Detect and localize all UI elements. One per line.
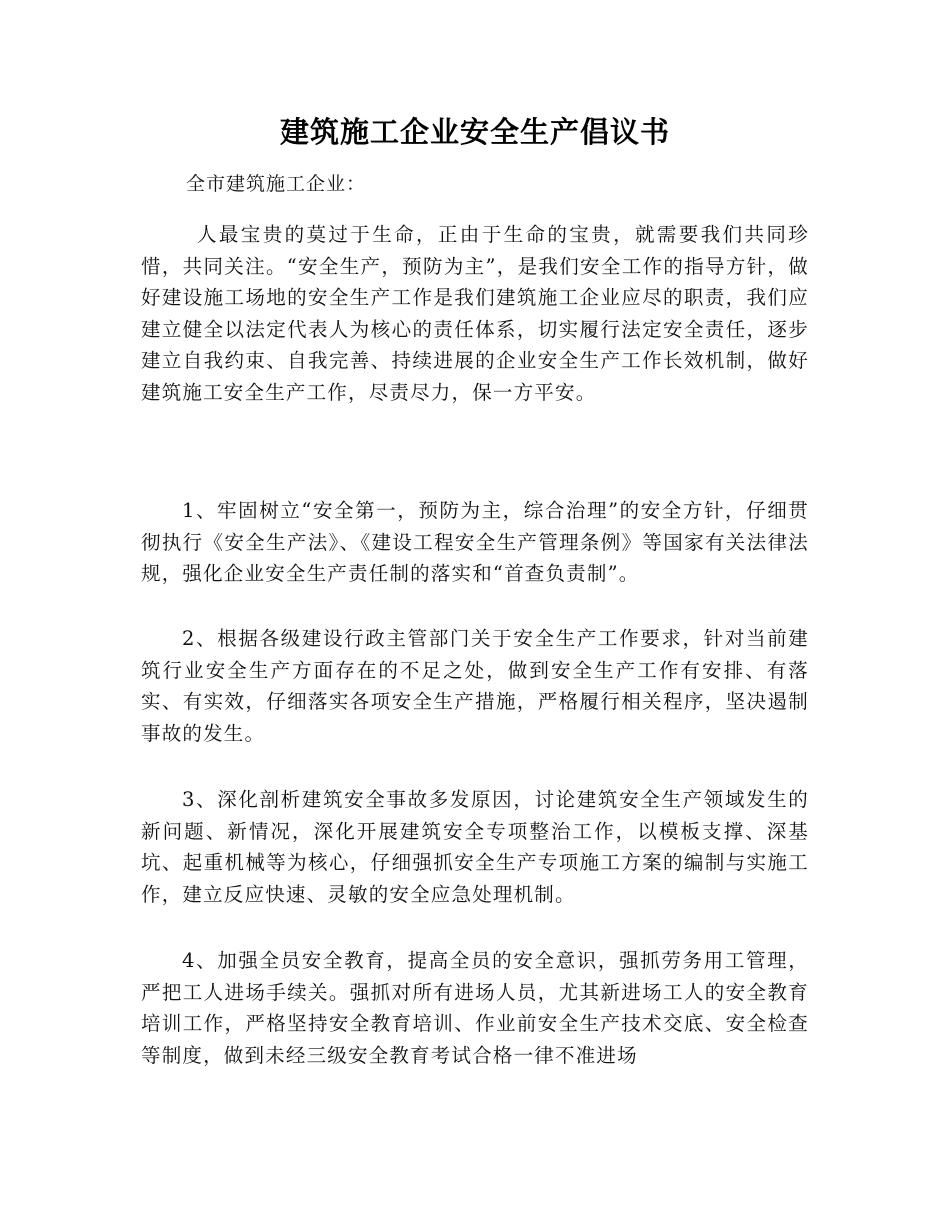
- salutation: 全市建筑施工企业：: [186, 173, 367, 195]
- document-title: 建筑施工企业安全生产倡议书: [279, 115, 670, 149]
- paragraph-item-1: 1、牢固树立“安全第一，预防为主，综合治理”的安全方针，仔细贯彻执行《安全生产法》、《建设工程安全生产管理条例》等国家有关法律法规，强化企业安全生产责任制的落实和“首查负责制”。: [141, 499, 809, 586]
- paragraph-item-2: 2、根据各级建设行政主管部门关于安全生产工作要求，针对当前建筑行业安全生产方面存在的不足之处，做到安全生产工作有安排、有落实、有实效，仔细落实各项安全生产措施，严格履行相关程序，坚决遏制事故的发生。: [141, 627, 809, 745]
- paragraph-intro: 人最宝贵的莫过于生命，正由于生命的宝贵，就需要我们共同珍惜，共同关注。“安全生产，预防为主”，是我们安全工作的指导方针，做好建设施工场地的安全生产工作是我们建筑施工企业应尽的职责，我们应建立健全以法定代表人为核心的责任体系，切实履行法定安全责任，逐步建立自我约束、自我完善、持续进展的企业安全生产工作长效机制，做好建筑施工安全生产工作，尽责尽力，保一方平安。: [141, 223, 809, 404]
- paragraph-item-4: 4、加强全员安全教育，提高全员的安全意识，强抓劳务用工管理，严把工人进场手续关。强抓对所有进场人员，尤其新进场工人的安全教育培训工作，严格坚持安全教育培训、作业前安全生产技术交底、安全检查等制度，做到未经三级安全教育考试合格一律不准进场: [141, 949, 809, 1067]
- paragraph-item-3: 3、深化剖析建筑安全事故多发原因，讨论建筑安全生产领域发生的新问题、新情况，深化开展建筑安全专项整治工作，以模板支撑、深基坑、起重机械等为核心，仔细强抓安全生产专项施工方案的编制与实施工作，建立反应快速、灵敏的安全应急处理机制。: [141, 788, 809, 906]
